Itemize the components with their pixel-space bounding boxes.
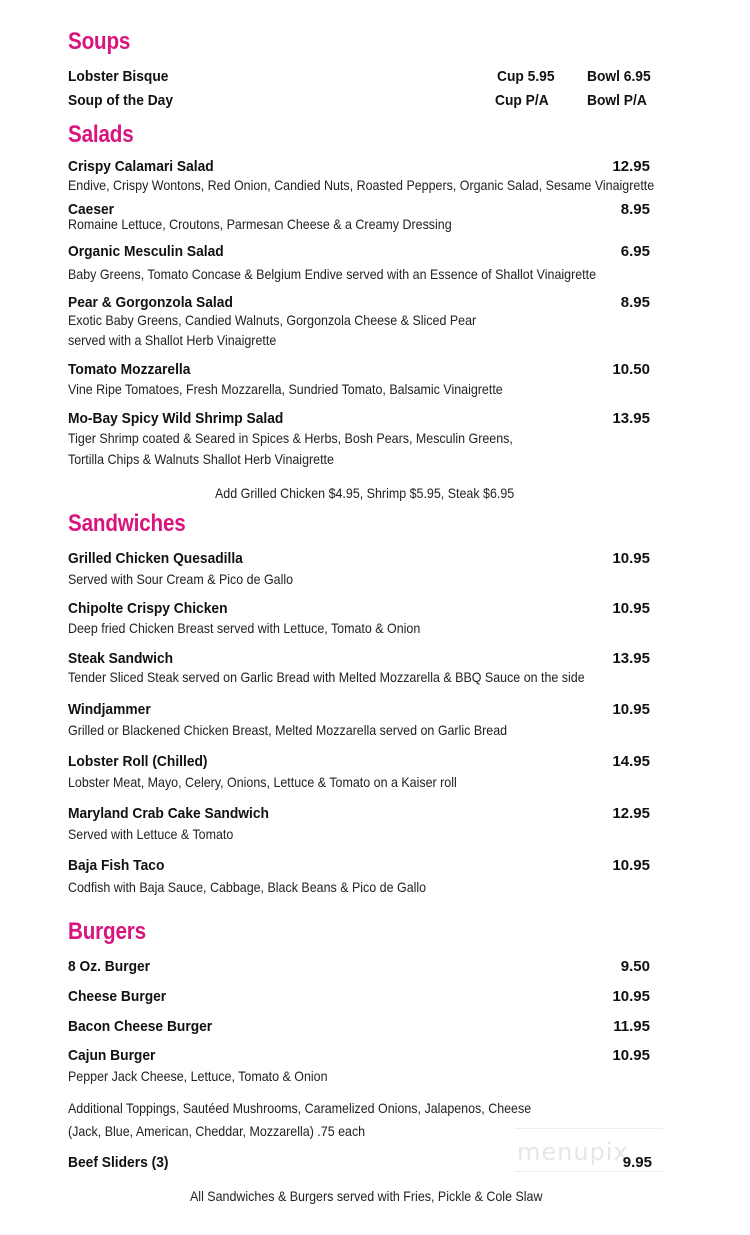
salad-price-pear-gorgonzola: 8.95	[620, 294, 650, 311]
burger-name-8oz: 8 Oz. Burger	[68, 958, 151, 975]
salad-desc-mo-bay-shrimp-line2: Tortilla Chips & Walnuts Shallot Herb Vinaigrette	[68, 451, 334, 467]
salad-price-organic-mesculin: 6.95	[620, 243, 650, 260]
sandwich-desc-maryland-crab-cake: Served with Lettuce & Tomato	[68, 826, 234, 842]
watermark-logo: menupix	[517, 1138, 629, 1166]
burger-toppings-note-line1: Additional Toppings, Sautéed Mushrooms, Caramelized Onions, Jalapenos, Cheese	[68, 1100, 532, 1116]
sandwich-name-windjammer: Windjammer	[68, 701, 151, 718]
burger-name-cheese: Cheese Burger	[68, 988, 167, 1005]
footer-sides-note: All Sandwiches & Burgers served with Fries, Pickle & Cole Slaw	[190, 1188, 543, 1204]
sandwich-name-baja-fish-taco: Baja Fish Taco	[68, 857, 165, 874]
salad-price-crispy-calamari: 12.95	[612, 158, 650, 175]
sandwich-name-lobster-roll: Lobster Roll (Chilled)	[68, 753, 208, 770]
burger-price-cheese: 10.95	[612, 988, 650, 1005]
salad-desc-pear-gorgonzola-line2: served with a Shallot Herb Vinaigrette	[68, 332, 277, 348]
salad-name-crispy-calamari: Crispy Calamari Salad	[68, 158, 214, 175]
salad-name-pear-gorgonzola: Pear & Gorgonzola Salad	[68, 294, 233, 311]
salad-addon-note: Add Grilled Chicken $4.95, Shrimp $5.95, Steak $6.95	[215, 485, 515, 501]
burger-name-bacon-cheese: Bacon Cheese Burger	[68, 1018, 213, 1035]
soup-bowl-price-soup-of-the-day: Bowl P/A	[587, 92, 647, 109]
burger-price-bacon-cheese: 11.95	[613, 1018, 650, 1035]
sandwich-desc-windjammer: Grilled or Blackened Chicken Breast, Melted Mozzarella served on Garlic Bread	[68, 722, 508, 738]
burger-price-cajun: 10.95	[612, 1047, 650, 1064]
burger-name-beef-sliders: Beef Sliders (3)	[68, 1154, 169, 1171]
watermark-rule-bottom	[515, 1171, 663, 1172]
salad-desc-pear-gorgonzola-line1: Exotic Baby Greens, Candied Walnuts, Gorgonzola Cheese & Sliced Pear	[68, 312, 477, 328]
salads-heading: Salads	[68, 121, 134, 148]
sandwich-name-grilled-chicken-quesadilla: Grilled Chicken Quesadilla	[68, 550, 243, 567]
sandwich-price-steak-sandwich: 13.95	[612, 650, 650, 667]
sandwich-desc-grilled-chicken-quesadilla: Served with Sour Cream & Pico de Gallo	[68, 571, 294, 587]
salad-desc-mo-bay-shrimp-line1: Tiger Shrimp coated & Seared in Spices & Herbs, Bosh Pears, Mesculin Greens,	[68, 430, 513, 446]
salad-desc-crispy-calamari: Endive, Crispy Wontons, Red Onion, Candied Nuts, Roasted Peppers, Organic Salad, Sesame Vinaigrette	[68, 177, 655, 193]
sandwich-price-lobster-roll: 14.95	[612, 753, 650, 770]
soups-heading: Soups	[68, 28, 131, 55]
sandwich-price-grilled-chicken-quesadilla: 10.95	[612, 550, 650, 567]
sandwich-desc-chipolte-crispy-chicken: Deep fried Chicken Breast served with Lettuce, Tomato & Onion	[68, 620, 421, 636]
sandwich-price-maryland-crab-cake: 12.95	[612, 805, 650, 822]
burger-desc-cajun: Pepper Jack Cheese, Lettuce, Tomato & Onion	[68, 1068, 328, 1084]
burger-price-8oz: 9.50	[620, 958, 650, 975]
salad-desc-organic-mesculin: Baby Greens, Tomato Concase & Belgium Endive served with an Essence of Shallot Vinaigrette	[68, 266, 597, 282]
soup-bowl-price-lobster-bisque: Bowl 6.95	[587, 68, 651, 85]
burger-price-beef-sliders: 9.95	[622, 1154, 652, 1171]
salad-desc-caeser: Romaine Lettuce, Croutons, Parmesan Cheese & a Creamy Dressing	[68, 216, 452, 232]
sandwiches-heading: Sandwiches	[68, 510, 186, 537]
salad-name-mo-bay-shrimp: Mo-Bay Spicy Wild Shrimp Salad	[68, 410, 284, 427]
salad-price-caeser: 8.95	[620, 201, 650, 218]
watermark-rule-top	[515, 1128, 663, 1129]
sandwich-name-steak-sandwich: Steak Sandwich	[68, 650, 174, 667]
burger-toppings-note-line2: (Jack, Blue, American, Cheddar, Mozzarella) .75 each	[68, 1123, 366, 1139]
sandwich-desc-lobster-roll: Lobster Meat, Mayo, Celery, Onions, Lettuce & Tomato on a Kaiser roll	[68, 774, 457, 790]
salad-price-tomato-mozzarella: 10.50	[612, 361, 650, 378]
soup-cup-price-lobster-bisque: Cup 5.95	[497, 68, 555, 85]
soup-name-lobster-bisque: Lobster Bisque	[68, 68, 169, 85]
sandwich-name-chipolte-crispy-chicken: Chipolte Crispy Chicken	[68, 600, 228, 617]
sandwich-desc-baja-fish-taco: Codfish with Baja Sauce, Cabbage, Black Beans & Pico de Gallo	[68, 879, 427, 895]
sandwich-price-chipolte-crispy-chicken: 10.95	[612, 600, 650, 617]
sandwich-price-baja-fish-taco: 10.95	[612, 857, 650, 874]
soup-cup-price-soup-of-the-day: Cup P/A	[495, 92, 549, 109]
salad-name-caeser: Caeser	[68, 201, 115, 218]
salad-price-mo-bay-shrimp: 13.95	[612, 410, 650, 427]
salad-name-tomato-mozzarella: Tomato Mozzarella	[68, 361, 191, 378]
salad-desc-tomato-mozzarella: Vine Ripe Tomatoes, Fresh Mozzarella, Sundried Tomato, Balsamic Vinaigrette	[68, 381, 503, 397]
salad-name-organic-mesculin: Organic Mesculin Salad	[68, 243, 224, 260]
sandwich-price-windjammer: 10.95	[612, 701, 650, 718]
sandwich-name-maryland-crab-cake: Maryland Crab Cake Sandwich	[68, 805, 269, 822]
sandwich-desc-steak-sandwich: Tender Sliced Steak served on Garlic Bread with Melted Mozzarella & BBQ Sauce on the side	[68, 669, 585, 685]
burgers-heading: Burgers	[68, 918, 146, 945]
soup-name-soup-of-the-day: Soup of the Day	[68, 92, 174, 109]
burger-name-cajun: Cajun Burger	[68, 1047, 156, 1064]
